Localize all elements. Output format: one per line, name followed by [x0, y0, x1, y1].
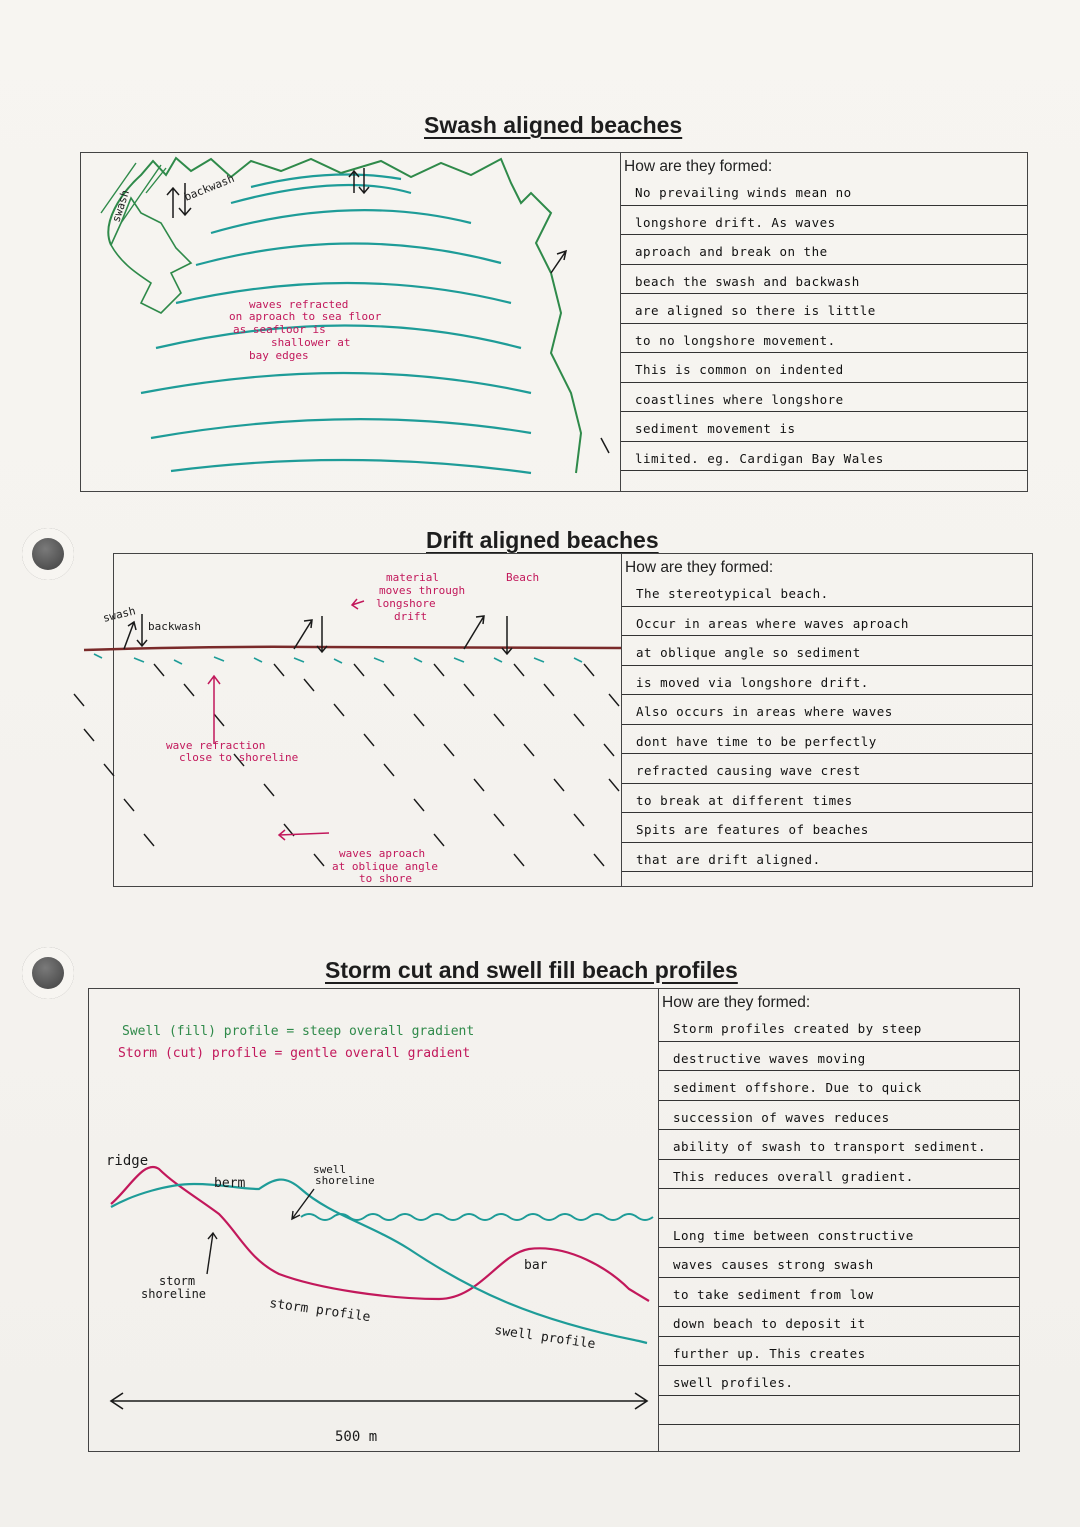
note-line: is moved via longshore drift.: [622, 666, 1032, 696]
note-line: sediment offshore. Due to quick: [659, 1071, 1019, 1101]
swash-diagram: [81, 153, 621, 491]
punch-hole: [22, 947, 74, 999]
punch-hole: [22, 528, 74, 580]
section-title-profiles: Storm cut and swell fill beach profiles: [325, 957, 738, 983]
section-title-swash: Swash aligned beaches: [424, 112, 683, 138]
storm-shoreline-label: storm: [159, 1274, 196, 1288]
profiles-diagram: [89, 989, 659, 1451]
note-line: destructive waves moving: [659, 1042, 1019, 1072]
note-line: No prevailing winds mean no: [621, 176, 1027, 206]
note-line: Storm profiles created by steep: [659, 1012, 1019, 1042]
swash-label: swash: [101, 604, 137, 625]
note-line: to no longshore movement.: [621, 324, 1027, 354]
note-line: to take sediment from low: [659, 1278, 1019, 1308]
notes-heading: How are they formed:: [624, 158, 773, 175]
note-line: sediment movement is: [621, 412, 1027, 442]
note-line: This is common on indented: [621, 353, 1027, 383]
note-line: succession of waves reduces: [659, 1101, 1019, 1131]
note-line: Long time between constructive: [659, 1219, 1019, 1249]
refraction-note-line: as seafloor is: [233, 323, 326, 336]
notes-lines: [659, 1012, 1019, 1425]
refraction-note: [229, 298, 382, 362]
scale-arrow: [111, 1393, 647, 1409]
note-line: Spits are features of beaches: [622, 813, 1032, 843]
scale-label: 500 m: [335, 1429, 378, 1445]
profiles-notes: [658, 989, 1019, 1451]
note-line: at oblique angle so sediment: [622, 636, 1032, 666]
legend-swell: Swell (fill) profile = steep overall gradient: [122, 1024, 475, 1039]
storm-profile-label: storm profile: [268, 1296, 372, 1326]
drift-panel: [101, 553, 1033, 887]
note-line: [659, 1189, 1019, 1219]
swell-profile-line: [111, 1180, 647, 1343]
note-line: aproach and break on the: [621, 235, 1027, 265]
pink-arrows: [208, 599, 364, 840]
oblique-note-line: to shore: [359, 872, 412, 885]
beach-dashes: [94, 654, 582, 664]
beach-line: [84, 647, 622, 650]
note-line: Occur in areas where waves aproach: [622, 607, 1032, 637]
material-note: [376, 571, 539, 623]
note-line: Also occurs in areas where waves: [622, 695, 1032, 725]
note-line: longshore drift. As waves: [621, 206, 1027, 236]
note-line: are aligned so there is little: [621, 294, 1027, 324]
note-line: limited. eg. Cardigan Bay Wales: [621, 442, 1027, 472]
notes-heading: How are they formed:: [662, 994, 811, 1011]
drift-notes: [621, 554, 1032, 886]
note-line: This reduces overall gradient.: [659, 1160, 1019, 1190]
note-line: waves causes strong swash: [659, 1248, 1019, 1278]
swell-shoreline-label: swell: [313, 1163, 347, 1176]
refraction-note-line: shallower at: [271, 336, 351, 349]
material-note-line: drift: [394, 610, 428, 623]
wave-crest-ticks: [74, 664, 619, 866]
ridge-label: ridge: [106, 1153, 149, 1169]
refraction-note-line: bay edges: [249, 349, 309, 362]
swell-shoreline-label: shoreline: [315, 1174, 375, 1187]
oblique-note-line: waves aproach: [339, 847, 426, 860]
refraction-note-line: close to shoreline: [179, 751, 299, 764]
storm-shoreline-arrow: [207, 1233, 217, 1274]
legend-storm: Storm (cut) profile = gentle overall gradient: [118, 1046, 471, 1061]
material-note-line: longshore: [376, 597, 436, 610]
refraction-note: [166, 739, 298, 764]
note-line: ability of swash to transport sediment.: [659, 1130, 1019, 1160]
note-line: swell profiles.: [659, 1366, 1019, 1396]
note-line: to break at different times: [622, 784, 1032, 814]
backwash-label: backwash: [182, 171, 237, 204]
note-line: refracted causing wave crest: [622, 754, 1032, 784]
wave-arcs: [141, 175, 531, 474]
beach-label: Beach: [506, 571, 540, 584]
sea-surface: [301, 1214, 653, 1220]
oblique-note-line: at oblique angle: [332, 860, 438, 873]
note-line: [659, 1396, 1019, 1426]
note-line: that are drift aligned.: [622, 843, 1032, 873]
storm-shoreline-label: shoreline: [141, 1287, 207, 1301]
bar-label: bar: [524, 1258, 548, 1273]
material-note-line: material: [386, 571, 439, 584]
note-line: coastlines where longshore: [621, 383, 1027, 413]
refraction-note-line: on aproach to sea floor: [229, 310, 382, 323]
swell-profile-label: swell profile: [493, 1323, 597, 1353]
note-line: dont have time to be perfectly: [622, 725, 1032, 755]
notes-lines: [622, 577, 1032, 872]
profiles-panel: [88, 988, 1020, 1452]
material-note-line: moves through: [379, 584, 466, 597]
note-line: down beach to deposit it: [659, 1307, 1019, 1337]
note-line: beach the swash and backwash: [621, 265, 1027, 295]
swash-panel: [80, 152, 1028, 492]
refraction-note-line: wave refraction: [166, 739, 266, 752]
swash-label: swash: [109, 188, 133, 224]
notes-heading: How are they formed:: [625, 559, 774, 576]
notes-lines: [621, 176, 1027, 471]
section-title-drift: Drift aligned beaches: [426, 527, 659, 553]
note-line: further up. This creates: [659, 1337, 1019, 1367]
oblique-note: [332, 847, 438, 885]
note-line: The stereotypical beach.: [622, 577, 1032, 607]
berm-label: berm: [214, 1176, 246, 1191]
backwash-label: backwash: [148, 620, 201, 633]
drift-diagram: [101, 554, 622, 886]
refraction-note-line: waves refracted: [249, 298, 349, 311]
swash-notes: [620, 153, 1027, 491]
